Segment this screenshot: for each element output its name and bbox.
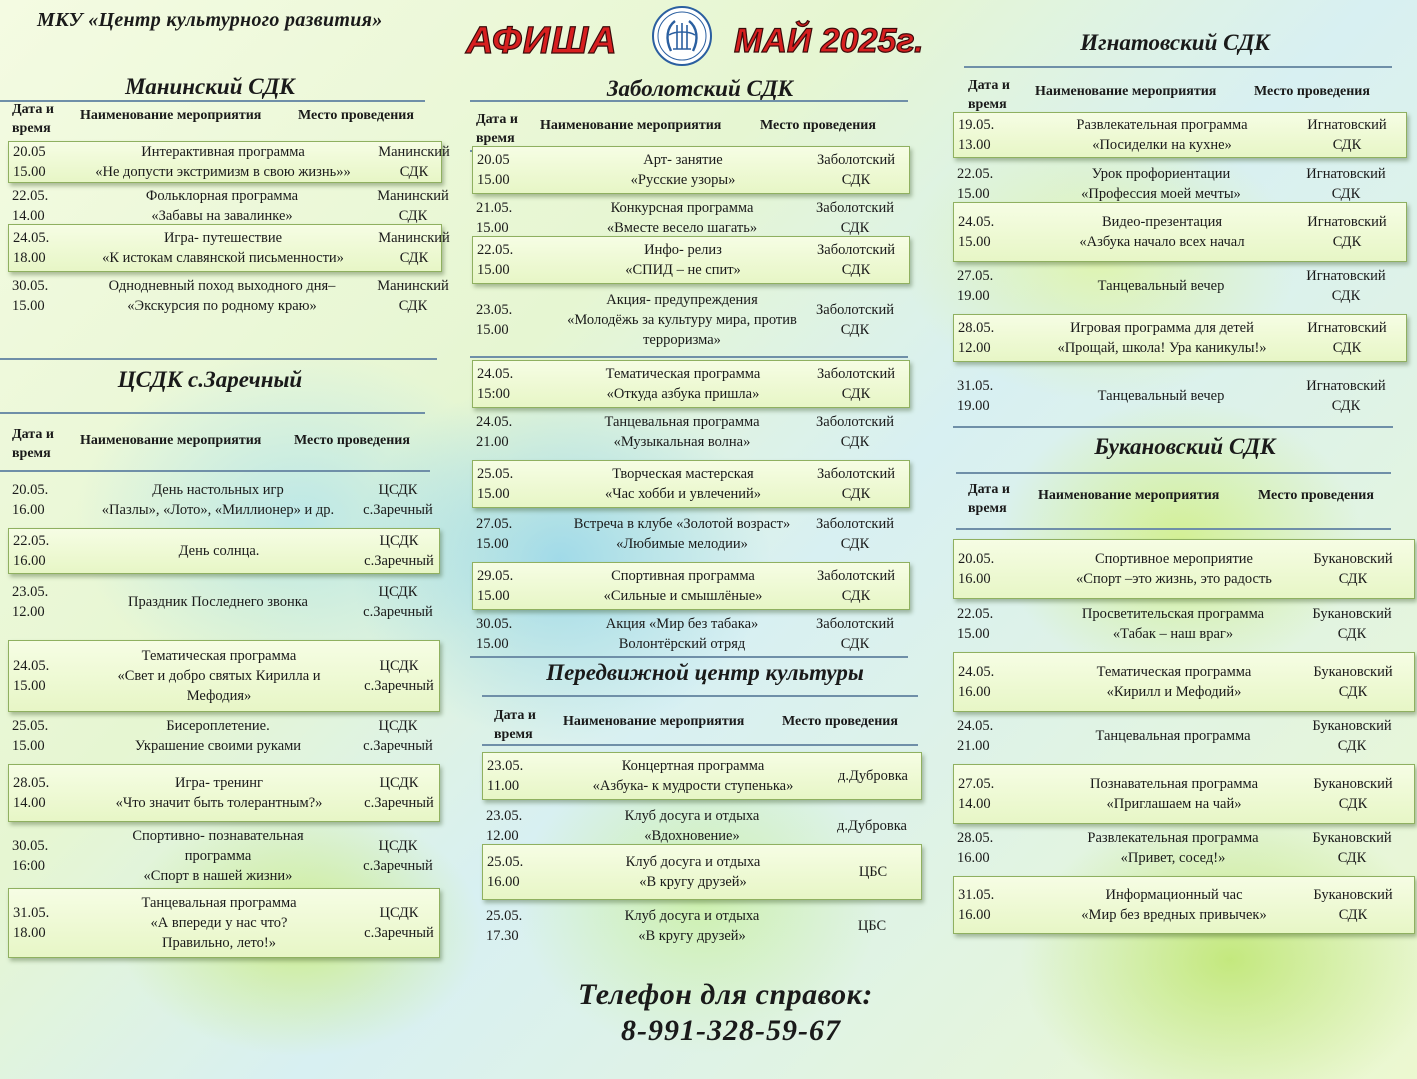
event-place: Игнатовский СДК xyxy=(1307,214,1387,250)
event-name: Танцевальная программа xyxy=(1095,728,1251,744)
event-place: Игнатовский СДК xyxy=(1306,268,1386,304)
event-date: 24.05. 15.00 xyxy=(958,214,995,250)
event-row-zarechny xyxy=(8,828,438,884)
event-date: 24.05. 21.00 xyxy=(476,414,513,450)
event-row-ignatovsky xyxy=(953,112,1407,158)
event-name: Однодневный поход выходного дня– «Экскурсия по родному краю» xyxy=(108,278,336,314)
event-row-bukanovsky xyxy=(953,826,1413,870)
event-name: Танцевальная программа «А впереди у нас что? Правильно, лето!» xyxy=(141,895,297,951)
event-name: Творческая мастерская «Час хобби и увлечений» xyxy=(604,466,762,502)
event-place: Заболотский СДК xyxy=(817,152,895,188)
section-title-maninsky: Манинский СДК xyxy=(125,74,295,99)
event-row-zarechny xyxy=(8,888,440,958)
event-place: Заболотский СДК xyxy=(816,200,894,236)
event-date: 31.05. 19.00 xyxy=(957,378,994,414)
event-name: Инфо- релиз «СПИД – не спит» xyxy=(625,242,741,278)
event-row-zabolotsky xyxy=(472,614,908,654)
poster-month: МАЙ 2025г. xyxy=(734,22,924,60)
event-date: 24.05. 15.00 xyxy=(13,658,50,694)
poster-title: АФИША xyxy=(466,20,618,62)
divider-bukanovsky xyxy=(956,528,1391,530)
event-place: ЦСДК с.Заречный xyxy=(363,584,433,620)
event-place: Букановский СДК xyxy=(1313,551,1393,587)
divider-zabolotsky xyxy=(470,356,908,358)
event-row-bukanovsky xyxy=(953,539,1415,599)
event-date: 24.05. 18.00 xyxy=(13,230,50,266)
header-name: Наименование мероприятия xyxy=(540,118,722,133)
event-date: 27.05. 14.00 xyxy=(958,776,995,812)
header-date: Дата и время xyxy=(476,112,518,146)
event-place: ЦСДК с.Заречный xyxy=(364,775,434,811)
header-name: Наименование мероприятия xyxy=(1035,84,1217,99)
event-place: Заболотский СДК xyxy=(816,516,894,552)
event-row-ignatovsky xyxy=(953,266,1405,306)
divider-mobile xyxy=(482,744,918,746)
event-row-mobile xyxy=(482,806,920,846)
header-date: Дата и время xyxy=(968,482,1010,516)
event-row-bukanovsky xyxy=(953,764,1415,824)
event-place: ЦСДК с.Заречный xyxy=(363,838,433,874)
event-date: 27.05. 19.00 xyxy=(957,268,994,304)
event-date: 28.05. 16.00 xyxy=(957,830,994,866)
header-name: Наименование мероприятия xyxy=(80,433,262,448)
header-name: Наименование мероприятия xyxy=(80,108,262,123)
header-place: Место проведения xyxy=(298,108,414,123)
event-date: 28.05. 14.00 xyxy=(13,775,50,811)
event-place: ЦСДК с.Заречный xyxy=(364,658,434,694)
event-place: Манинский СДК xyxy=(377,278,449,314)
event-place: Игнатовский СДК xyxy=(1306,166,1386,202)
event-place: Букановский СДК xyxy=(1312,606,1392,642)
header-name: Наименование мероприятия xyxy=(1038,488,1220,503)
section-title-zarechny: ЦСДК с.Заречный xyxy=(117,367,303,392)
event-row-ignatovsky xyxy=(953,366,1405,426)
event-name: Развлекательная программа «Привет, сосед!» xyxy=(1087,830,1259,866)
event-place: Заболотский СДК xyxy=(817,366,895,402)
event-row-mobile xyxy=(482,752,922,800)
event-name: Познавательная программа «Приглашаем на чай» xyxy=(1089,776,1259,812)
event-row-mobile xyxy=(482,906,920,946)
section-title-bukanovsky: Букановский СДК xyxy=(1094,434,1276,459)
event-date: 22.05. 16.00 xyxy=(13,533,50,569)
event-row-bukanovsky xyxy=(953,714,1413,758)
event-date: 22.05. 14.00 xyxy=(12,188,49,224)
event-date: 30.05. 15.00 xyxy=(476,616,513,652)
event-row-zabolotsky xyxy=(472,288,908,352)
event-date: 20.05. 16.00 xyxy=(958,551,995,587)
event-date: 29.05. 15.00 xyxy=(477,568,514,604)
event-name: Акция «Мир без табака» Волонтёрский отряд xyxy=(605,616,759,652)
event-row-zabolotsky xyxy=(472,412,908,452)
event-name: Фольклорная программа «Забавы на завалинке» xyxy=(145,188,299,224)
event-place: Заболотский СДК xyxy=(817,242,895,278)
event-place: Игнатовский СДК xyxy=(1307,320,1387,356)
header-date: Дата и время xyxy=(968,78,1010,112)
event-place: ЦСДК с.Заречный xyxy=(364,533,434,569)
title-rule-bukanovsky xyxy=(956,472,1391,474)
section-title-mobile: Передвижной центр культуры xyxy=(546,660,864,685)
event-place: Букановский СДК xyxy=(1313,887,1393,923)
event-row-zabolotsky xyxy=(472,562,910,610)
event-date: 20.05. 16.00 xyxy=(12,482,49,518)
event-date: 31.05. 16.00 xyxy=(958,887,995,923)
event-place: ЦСДК с.Заречный xyxy=(363,482,433,518)
event-date: 20.05 15.00 xyxy=(477,152,510,188)
event-place: ЦБС xyxy=(857,918,887,934)
event-place: Заболотский СДК xyxy=(817,568,895,604)
event-name: Концертная программа «Азбука- к мудрости ступенька» xyxy=(592,758,794,794)
event-place: Заболотский СДК xyxy=(816,616,894,652)
event-date: 22.05. 15.00 xyxy=(477,242,514,278)
event-date: 24.05. 15:00 xyxy=(477,366,514,402)
event-name: Игра- путешествие «К истокам славянской письменности» xyxy=(102,230,344,266)
event-place: д.Дубровка xyxy=(838,768,908,784)
event-date: 30.05. 15.00 xyxy=(12,278,49,314)
event-date: 30.05. 16:00 xyxy=(12,838,49,874)
event-name: Спортивная программа «Сильные и смышлёные» xyxy=(603,568,763,604)
organization-name: МКУ «Центр культурного развития» xyxy=(37,9,383,31)
event-place: ЦСДК с.Заречный xyxy=(363,718,433,754)
event-date: 20.05 15.00 xyxy=(13,144,46,180)
header-date: Дата и время xyxy=(12,102,54,136)
event-place: д.Дубровка xyxy=(837,818,907,834)
event-place: Манинский СДК xyxy=(378,230,450,266)
header-place: Место проведения xyxy=(1254,84,1370,99)
event-date: 24.05. 16.00 xyxy=(958,664,995,700)
event-name: Видео-презентация «Азбука начало всех начал xyxy=(1079,214,1245,250)
event-row-bukanovsky xyxy=(953,652,1415,712)
phone-label: Телефон для справок: xyxy=(578,978,873,1011)
event-place: ЦСДК с.Заречный xyxy=(364,905,434,941)
event-date: 23.05. 12.00 xyxy=(12,584,49,620)
event-date: 25.05. 15.00 xyxy=(477,466,514,502)
event-place: Букановский СДК xyxy=(1312,718,1392,754)
event-name: Игра- тренинг «Что значит быть толерантным?» xyxy=(115,775,323,811)
event-row-zabolotsky xyxy=(472,514,908,554)
divider-zarechny xyxy=(0,470,430,472)
event-row-zabolotsky xyxy=(472,198,908,238)
event-name: Танцевальная программа «Музыкальная волна» xyxy=(604,414,760,450)
event-row-maninsky xyxy=(8,276,449,316)
event-name: Тематическая программа «Откуда азбука пришла» xyxy=(605,366,761,402)
event-name: Тематическая программа «Свет и добро святых Кирилла и Мефодия» xyxy=(117,648,321,704)
event-name: Танцевальный вечер xyxy=(1097,388,1225,404)
header-place: Место проведения xyxy=(1258,488,1374,503)
event-row-maninsky xyxy=(8,186,449,226)
header-place: Место проведения xyxy=(294,433,410,448)
event-row-mobile xyxy=(482,844,922,900)
header-name: Наименование мероприятия xyxy=(563,714,745,729)
event-place: Игнатовский СДК xyxy=(1306,378,1386,414)
event-place: Букановский СДК xyxy=(1313,776,1393,812)
event-place: Манинский СДК xyxy=(378,144,450,180)
divider-ignatovsky xyxy=(953,426,1393,428)
event-name: Игровая программа для детей «Прощай, школа! Ура каникулы!» xyxy=(1057,320,1267,356)
event-name: Развлекательная программа «Посиделки на кухне» xyxy=(1076,117,1248,153)
event-name: Тематическая программа «Кирилл и Мефодий» xyxy=(1096,664,1252,700)
event-place: Заболотский СДК xyxy=(816,414,894,450)
table-header-ignatovsky xyxy=(0,76,1417,116)
event-row-zarechny xyxy=(8,528,440,574)
event-date: 22.05. 15.00 xyxy=(957,166,994,202)
event-name: Встреча в клубе «Золотой возраст» «Любимые мелодии» xyxy=(573,516,791,552)
event-name: Спортивное мероприятие «Спорт –это жизнь, это радость xyxy=(1076,551,1272,587)
event-date: 25.05. 17.30 xyxy=(486,908,523,944)
event-name: Информационный час «Мир без вредных привычек» xyxy=(1081,887,1267,923)
event-name: Бисероплетение. Украшение своими руками xyxy=(134,718,302,754)
event-date: 27.05. 15.00 xyxy=(476,516,513,552)
event-name: Акция- предупреждения «Молодёжь за культуру мира, против терроризма» xyxy=(567,292,797,348)
event-name: Просветительская программа «Табак – наш враг» xyxy=(1081,606,1265,642)
event-row-ignatovsky xyxy=(953,202,1407,262)
event-date: 28.05. 12.00 xyxy=(958,320,995,356)
event-date: 24.05. 21.00 xyxy=(957,718,994,754)
event-name: Клуб досуга и отдыха «Вдохновение» xyxy=(624,808,760,844)
divider-maninsky xyxy=(0,358,437,360)
event-row-zabolotsky xyxy=(472,360,910,408)
event-name: Танцевальный вечер xyxy=(1097,278,1225,294)
title-rule-ignatovsky xyxy=(964,66,1392,68)
lyre-emblem-icon xyxy=(651,5,713,67)
event-date: 23.05. 15.00 xyxy=(476,302,513,338)
event-date: 22.05. 15.00 xyxy=(957,606,994,642)
table-header-bukanovsky xyxy=(0,480,1417,520)
event-place: Манинский СДК xyxy=(377,188,449,224)
event-place: Заболотский СДК xyxy=(817,466,895,502)
event-date: 25.05. 16.00 xyxy=(487,854,524,890)
event-name: Конкурсная программа «Вместе весело шагать» xyxy=(606,200,758,236)
event-name: Клуб досуга и отдыха «В кругу друзей» xyxy=(625,854,761,890)
title-rule-zarechny xyxy=(0,412,425,414)
header-date: Дата и время xyxy=(494,708,536,742)
event-name: Интерактивная программа «Не допусти экстримизм в свою жизнь»» xyxy=(95,144,351,180)
event-date: 19.05. 13.00 xyxy=(958,117,995,153)
event-row-maninsky xyxy=(8,224,450,272)
title-rule-mobile xyxy=(482,695,918,697)
event-row-zarechny xyxy=(8,640,440,712)
event-row-bukanovsky xyxy=(953,602,1413,646)
event-date: 23.05. 12.00 xyxy=(486,808,523,844)
event-row-zabolotsky xyxy=(472,146,910,194)
event-place: Игнатовский СДК xyxy=(1307,117,1387,153)
section-title-zabolotsky: Заболотский СДК xyxy=(606,76,794,101)
phone-number: 8-991-328-59-67 xyxy=(621,1014,841,1047)
event-place: Заболотский СДК xyxy=(816,302,894,338)
header-date: Дата и время xyxy=(12,427,54,461)
event-place: ЦБС xyxy=(858,864,888,880)
section-title-ignatovsky: Игнатовский СДК xyxy=(1080,30,1270,55)
event-date: 25.05. 15.00 xyxy=(12,718,49,754)
header-place: Место проведения xyxy=(782,714,898,729)
event-name: Урок профориентации «Профессия моей мечты» xyxy=(1081,166,1241,202)
event-place: Букановский СДК xyxy=(1313,664,1393,700)
event-row-zarechny xyxy=(8,764,440,822)
event-name: Арт- занятие «Русские узоры» xyxy=(630,152,736,188)
event-name: День настольных игр «Пазлы», «Лото», «Миллионер» и др. xyxy=(101,482,335,518)
event-row-ignatovsky xyxy=(953,164,1405,204)
event-place: Букановский СДК xyxy=(1312,830,1392,866)
event-row-ignatovsky xyxy=(953,314,1407,362)
event-name: Праздник Последнего звонка xyxy=(128,594,308,610)
event-name: Спортивно- познавательная программа «Спорт в нашей жизни» xyxy=(132,828,304,884)
event-row-bukanovsky xyxy=(953,876,1415,934)
event-date: 23.05. 11.00 xyxy=(487,758,524,794)
event-name: Клуб досуга и отдыха «В кругу друзей» xyxy=(624,908,760,944)
divider-zabolotsky xyxy=(470,656,908,658)
event-row-zarechny xyxy=(8,580,438,624)
header-place: Место проведения xyxy=(760,118,876,133)
event-date: 31.05. 18.00 xyxy=(13,905,50,941)
event-row-zabolotsky xyxy=(472,236,910,284)
event-date: 21.05. 15.00 xyxy=(476,200,513,236)
event-name: День солнца. xyxy=(178,543,260,559)
